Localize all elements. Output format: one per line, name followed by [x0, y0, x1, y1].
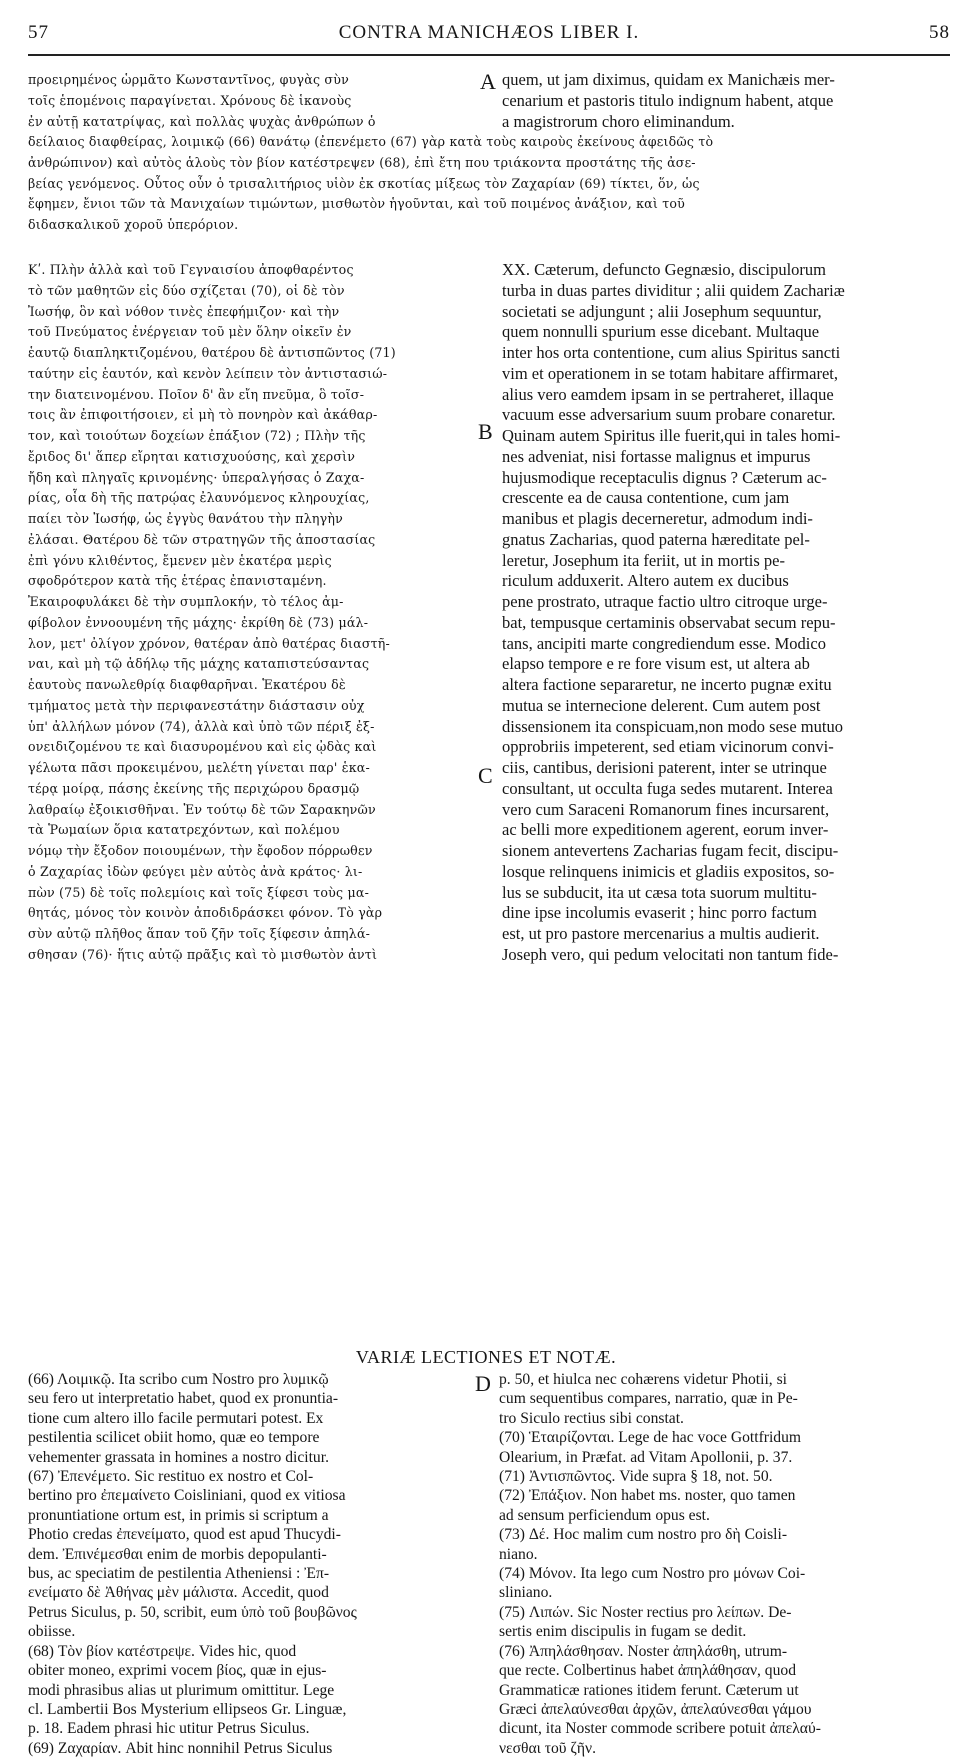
margin-letter-c: C	[478, 763, 493, 788]
margin-letter-d: D	[475, 1371, 491, 1396]
latin-column: XX. Cæterum, defuncto Gegnæsio, discipulorum turba in duas partes dividitur ; alii quidem Zachariæ societati se adjungunt ; alii Josephum sequuntur, quem nonnulli spurium esse dicebant. Multaque inter hos orta contentione, cum alius Spiritus sancti vim et operationem in se totam habitare affirmaret, alius vero eamdem ipsam in se pertraheret, illaque vacuum esse adversarium suum probare conaretur. Quinam autem Spiritus ille fuerit,qui in tales homi- nes adveniat, nisi fortasse malignus et impurus hujusmodique receptaculis dignus ? Cæterum ac- crescente ea de causa contentione, cum jam manibus et plagis decerneretur, admodum indi- gnatus Zacharias, quod paterna hæreditate pel- leretur, Josephum ita feriit, ut in mortis pe- riculum adduxerit. Altero autem ex ducibus pene prostrato, utraque factio ultro citroque urge- bat, tempusque certaminis observabat secum repu- tans, ancipiti marte congrediendum esse. Modico elapso tempore e re fore visum est, ut altera ab altera factione separaretur, ne incerto pugnæ exitu mutua se internecione delerent. Cum autem post dissensionem ita conspicuam,non modo sese mutuo opprobriis impeterent, sed etiam vicinorum convi- ciis, cantibus, derisioni paterent, inter se utrinque consultant, ut occulta fuga sedes mutarent. Interea vero cum Saraceni Romanorum fines incursarent, ac belli more expeditionem agerent, eorum inver- sionem antevertens Zacharias fugam fecit, discipu- losque relinquens inimicis et gladiis expositos, so- lus se subducit, ita ut cæsa tota suorum multitu- dine ipse incolumis evaserit ; hinc porro factum est, ut pro pastore mercenarius a multis audierit. Joseph vero, qui pedum velocitati non tantum fide-	[502, 260, 845, 964]
margin-letter-a: A	[480, 69, 496, 94]
page-number-left: 57	[28, 22, 49, 43]
margin-letter-b: B	[478, 419, 493, 444]
notes-left-column: (66) Λοιμικῷ. Ita scribo cum Nostro pro λυμικῷ seu fero ut interpretatio habet, quod ex pronuntia- tione cum altero illo facile permutari potest. Ex pestilentia scilicet obiit homo, quæ eo tempore vehementer grassata in homines a nostro dicitur. (67) Ἐπενέμετο. Sic restituo ex nostro et Col- bertino pro ἐπεμαίνετο Coisliniani, quod ex vitiosa pronuntiatione ortum est, in primis si scriptum a Photio credas ἐπενείματο, quod est apud Thucydi- dem. Ἐπινέμεσθαι enim de morbis depopulanti- bus, ac speciatim de pestilentia Atheniensi : Ἐπ- ενείματο δὲ Ἀθήνας μὲν μάλιστα. Accedit, quod Petrus Siculus, p. 50, scribit, eum ὑπὸ τοῦ βουβῶνος obiisse. (68) Τὸν βίον κατέστρεψε. Vides hic, quod obiter moneo, exprimi vocem βίος, quæ in ejus- modi phrasibus alias ut plurimum omittitur. Lege cl. Lambertii Bos Mysterium ellipseos Gr. Linguæ, p. 18. Eadem phrasi hic utitur Petrus Siculus. (69) Ζαχαρίαν. Abit hinc nonnihil Petrus Siculus	[28, 1371, 357, 1757]
running-header	[28, 22, 950, 50]
latin-text-top: quem, ut jam diximus, quidam ex Manichæis mer- cenarium et pastoris titulo indignum habent, atque a magistrorum choro eliminandum.	[502, 70, 835, 131]
notes-title: VARIÆ LECTIONES ET NOTÆ.	[355, 1347, 617, 1367]
greek-column: Κʹ. Πλὴν ἀλλὰ καὶ τοῦ Γεγναισίου ἀποφθαρέντος τὸ τῶν μαθητῶν εἰς δύο σχίζεται (70), οἱ δὲ τὸν Ἰωσήφ, ὃν καὶ νόθον τινὲς ἐπεφήμιζον· καὶ τὴν τοῦ Πνεύματος ἐνέργειαν τοῦ μὲν ὅλην οἰκεῖν ἐν ἑαυτῷ διαπληκτιζομένου, θατέρου δὲ ἀντισπῶντος (71) ταύτην εἰς ἑαυτόν, καὶ κενὸν λείπειν τὸν ἀντιστασιώ- την διατεινομένου. Ποῖον δ' ἂν εἴη πνεῦμα, ὃ τοῖσ- τοις ἂν ἐπιφοιτήσοιεν, εἰ μὴ τὸ πονηρὸν καὶ ἀκάθαρ- τον, καὶ τοιούτων δοχείων ἐπάξιον (72) ; Πλὴν τῆς ἔριδος δι' ἅπερ εἴρηται κατισχυούσης, καὶ χερσὶν ἤδη καὶ πληγαῖς κρινομένης· ὑπεραλγήσας ὁ Ζαχα- ρίας, οἷα δὴ τῆς πατρῴας ἐλαυνόμενος κληρουχίας, παίει τὸν Ἰωσήφ, ὡς ἐγγὺς θανάτου τὴν πληγὴν ἐλάσαι. Θατέρου δὲ τῶν στρατηγῶν τῆς ἀποστασίας ἐπὶ γόνυ κλιθέντος, ἔμενεν μὲν ἑκατέρα μερὶς σφοδρότερον κατὰ τῆς ἑτέρας ἐπανισταμένη. Ἐκαιροφυλάκει δὲ τὴν συμπλοκήν, τὸ τέλος ἀμ- φίβολον ἐννοουμένη τῆς μάχης· ἐκρίθη δὲ (73) μάλ- λον, μετ' ὀλίγον χρόνον, θατέραν ἀπὸ θατέρας διαστῆ- ναι, καὶ μὴ τῷ ἀδήλῳ τῆς μάχης καταπιστεύσαντας ἑαυτοὺς πανωλεθρίᾳ διαφθαρῆναι. Ἑκατέρου δὲ τμήματος μετὰ τὴν περιφανεστάτην διάστασιν οὐχ ὑπ' ἀλλήλων μόνον (74), ἀλλὰ καὶ ὑπὸ τῶν πέριξ ἐξ- ονειδιζομένου τε καὶ διασυρομένου καὶ εἰς ᾠδὰς καὶ γέλωτα πᾶσι προκειμένου, μελέτη γίνεται παρ' ἑκα- τέρᾳ μοίρᾳ, πάσης ἐκείνης τῆς περιχώρου δρασμῷ λαθραίῳ ἐξοικισθῆναι. Ἐν τούτῳ δὲ τῶν Σαρακηνῶν τὰ Ῥωμαίων ὅρια κατατρεχόντων, καὶ πολέμου νόμῳ τὴν ἔξοδον ποιουμένων, τὴν ἔφοδον πόρρωθεν ὁ Ζαχαρίας ἰδὼν φεύγει μὲν αὐτὸς ἀνὰ κράτος· λι- πὼν (75) δὲ τοῖς πολεμίοις καὶ τοῖς ξίφεσι τοὺς μα- θητάς, μόνος τὸν κοινὸν ἀποδιδράσκει φόνον. Τὸ γὰρ σὺν αὐτῷ πλῆθος ἅπαν τοῦ ζῆν τοῖς ξίφεσιν ἀπηλά- σθησαν (76)· ἥτις αὐτῷ πρᾶξις καὶ τὸ μισθωτὸν ἀντὶ	[28, 262, 396, 962]
notes-right-column: p. 50, et hiulca nec cohærens videtur Photii, si cum sequentibus compares, narratio, quæ in Pe- tro Siculo rectius sibi constat. (70) Ἑταιρίζονται. Lege de hac voce Gottfridum Olearium, in Præfat. ad Vitam Apollonii, p. 37. (71) Ἀντισπῶντος. Vide supra § 18, not. 50. (72) Ἐπάξιον. Non habet ms. noster, quo tamen ad sensum perficiendum opus est. (73) Δέ. Hoc malim cum nostro pro δὴ Coisli- niano. (74) Μόνον. Ita lego cum Nostro pro μόνων Coi- sliniano. (75) Λιπών. Sic Noster rectius pro λείπων. De- sertis enim discipulis in fugam se dedit. (76) Ἀπηλάσθησαν. Noster ἀπηλάσθη, utrum- que recte. Colbertinus habet ἀπηλάθησαν, quod Grammaticæ rationes itidem ferunt. Cæterum ut Græci ἀπελαύνεσθαι ἀρχῶν, ἀπελαύνεσθαι γάμου dicunt, ita Noster commode scribere potuit ἀπελαύ- νεσθαι τοῦ ζῆν.	[499, 1371, 821, 1757]
greek-text-full-width: δείλαιος διαφθείρας, λοιμικῷ (66) θανάτῳ (ἐπενέμετο (67) γὰρ κατὰ τοὺς καιροὺς ἐκείνους ἀφειδῶς τὸ ἀνθρώπινον) καὶ αὐτὸς ἁλοὺς τὸν βίον κατέστρεψεν (68), ἐπὶ ἔτη που τριάκοντα προστάτης τῆς ἀσε- βείας γενόμενος. Οὗτος οὖν ὁ τρισαλιτήριος υἱὸν ἐκ σκοτίας μίξεως τὸν Ζαχαρίαν (69) τίκτει, ὅν, ὡς ἔφημεν, ἔνιοι τῶν τὰ Μανιχαίων τιμώντων, μισθωτὸν ἡγοῦνται, καὶ τοῦ ποιμένος ἀνάξιον, καὶ τοῦ διδασκαλικοῦ χοροῦ ὑπερόριον.	[28, 134, 714, 232]
greek-text-top: προειρημένος ὡρμᾶτο Κωνσταντῖνος, φυγὰς σὺν τοῖς ἑπομένοις παραγίνεται. Χρόνους δὲ ἱκανοὺς ἐν αὐτῇ κατατρίψας, καὶ πολλὰς ψυχὰς ἀνθρώπων ὁ	[28, 72, 376, 129]
running-title: CONTRA MANICHÆOS LIBER I.	[338, 22, 640, 43]
page-number-right: 58	[929, 22, 950, 43]
header-rule	[28, 54, 950, 56]
